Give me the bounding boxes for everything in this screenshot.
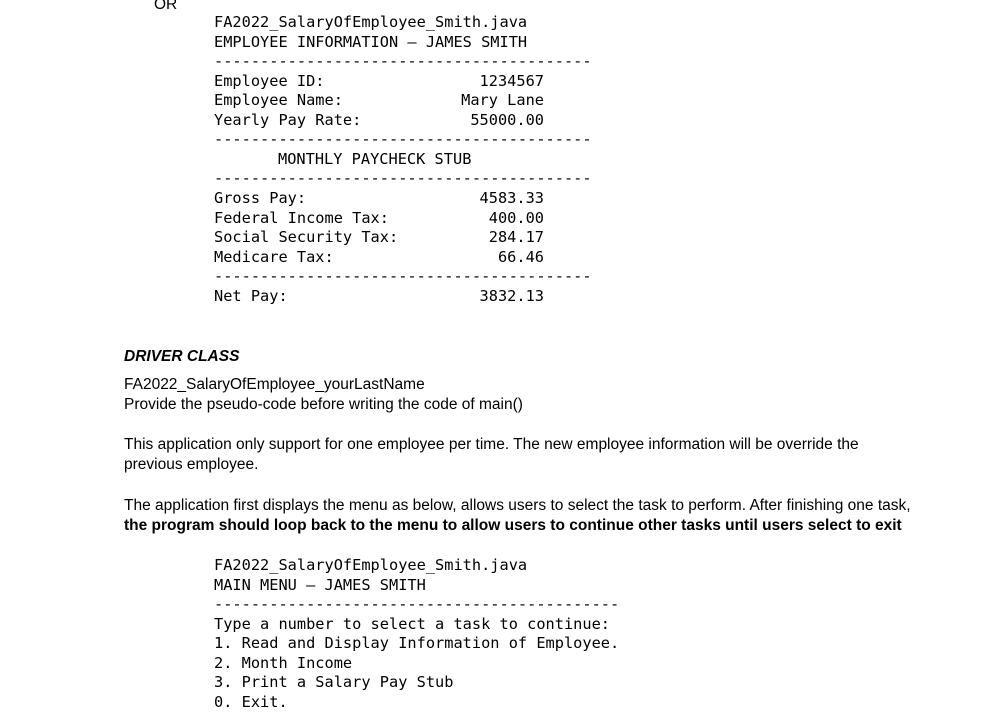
- stub-pay-label: Medicare Tax:: [214, 248, 334, 266]
- stub-divider: -----------------------------------------: [214, 267, 592, 285]
- stub-heading: EMPLOYEE INFORMATION – JAMES SMITH: [214, 33, 528, 51]
- stub-info-value: 55000.00: [470, 111, 544, 129]
- menu-item: 3. Print a Salary Pay Stub: [214, 673, 454, 691]
- stub-info-label: Employee ID:: [214, 72, 325, 90]
- menu-item: 0. Exit.: [214, 693, 288, 711]
- stub-info-value: 1234567: [479, 72, 544, 90]
- menu-divider: --------------------------------------------: [214, 595, 620, 613]
- menu-prompt: Type a number to select a task to continue:: [214, 615, 611, 633]
- stub-info-label: Yearly Pay Rate:: [214, 111, 362, 129]
- menu-item: 1. Read and Display Information of Employee.: [214, 634, 620, 652]
- stub-pay-label: Federal Income Tax:: [214, 209, 389, 227]
- stub-pay-value: 284.17: [488, 228, 544, 246]
- stub-pay-label: Social Security Tax:: [214, 228, 399, 246]
- stub-info-label: Employee Name:: [214, 91, 343, 109]
- loop-requirement-text: the program should loop back to the menu to allow users to continue other tasks until users select to exit: [124, 517, 902, 534]
- pseudo-code-note: Provide the pseudo-code before writing the code of main(): [124, 396, 523, 413]
- stub-divider: -----------------------------------------: [214, 52, 592, 70]
- menu-item: 2. Month Income: [214, 654, 353, 672]
- stub-divider: -----------------------------------------: [214, 169, 592, 187]
- stub-pay-value: 400.00: [488, 209, 544, 227]
- one-employee-paragraph: This application only support for one employee per time. The new employee information will be override the previous employee.: [124, 436, 859, 473]
- stub-pay-value: 4583.33: [479, 189, 544, 207]
- stub-divider: -----------------------------------------: [214, 130, 592, 148]
- menu-filename: FA2022_SalaryOfEmployee_Smith.java: [214, 556, 528, 574]
- stub-pay-value: 66.46: [497, 248, 544, 266]
- stub-net-value: 3832.13: [479, 287, 544, 305]
- driver-class-name: FA2022_SalaryOfEmployee_yourLastName: [124, 376, 425, 393]
- stub-info-value: Mary Lane: [461, 91, 544, 109]
- menu-heading: MAIN MENU – JAMES SMITH: [214, 576, 426, 594]
- stub-net-label: Net Pay:: [214, 287, 288, 305]
- or-fragment: OR: [154, 0, 178, 13]
- menu-description-paragraph: [124, 496, 924, 536]
- stub-section-title: MONTHLY PAYCHECK STUB: [278, 150, 472, 168]
- driver-class-heading: DRIVER CLASS: [124, 348, 240, 365]
- stub-filename: FA2022_SalaryOfEmployee_Smith.java: [214, 13, 528, 31]
- menu-description-text: The application first displays the menu as below, allows users to select the task to perform. After finishing one task,: [124, 497, 911, 514]
- stub-pay-label: Gross Pay:: [214, 189, 307, 207]
